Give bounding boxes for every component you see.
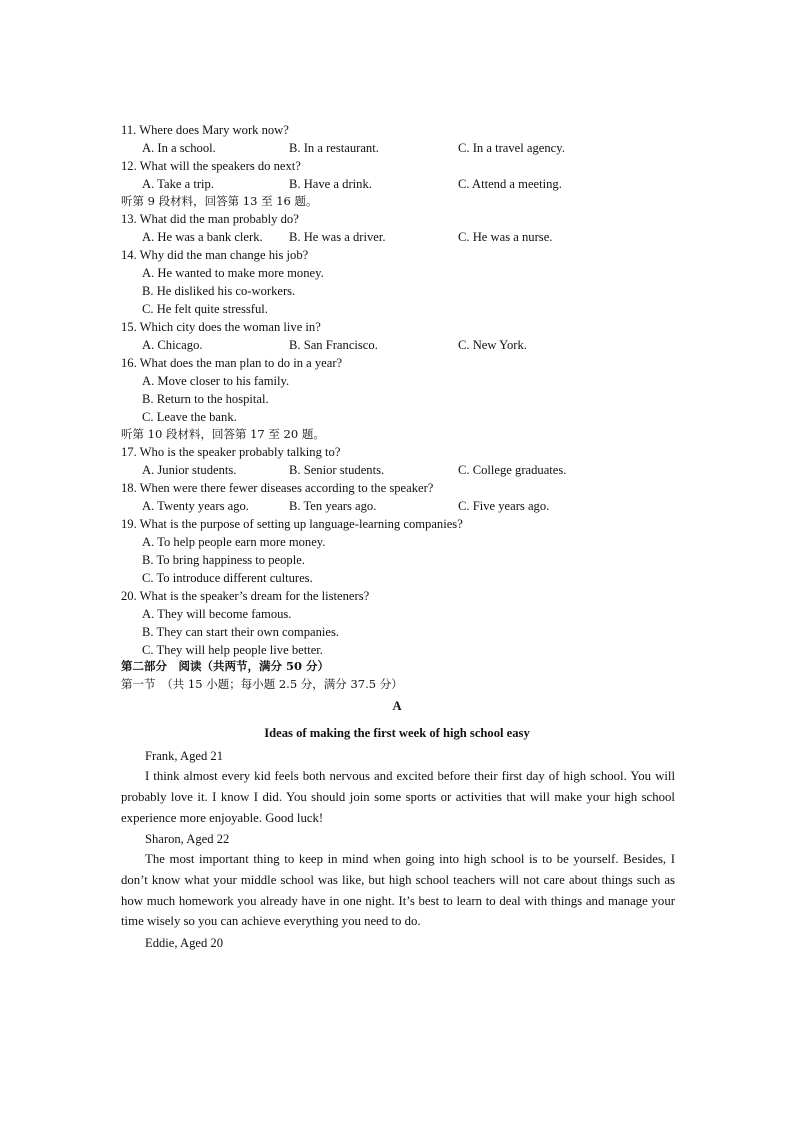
question-12-stem: 12. What will the speakers do next? <box>121 159 301 173</box>
question-20-option-b: B. They can start their own companies. <box>142 625 340 639</box>
question-17-option-a: A. Junior students. <box>142 463 237 477</box>
question-11-option-b: B. In a restaurant. <box>289 141 379 155</box>
question-14-option-b: B. He disliked his co-workers. <box>142 284 296 298</box>
passage-label: A <box>392 699 402 713</box>
section-one-heading: 第一节 （共 15 小题；每小题 2.5 分，满分 37.5 分） <box>121 677 403 691</box>
question-20-stem: 20. What is the speaker’s dream for the listeners? <box>121 589 370 603</box>
question-16-option-c: C. Leave the bank. <box>142 410 237 424</box>
question-12-option-a: A. Take a trip. <box>142 177 214 191</box>
passage-title: Ideas of making the first week of high school easy <box>264 726 530 740</box>
question-15-option-b: B. San Francisco. <box>289 338 378 352</box>
question-13-option-b: B. He was a driver. <box>289 230 386 244</box>
question-12-option-c: C. Attend a meeting. <box>458 177 562 191</box>
question-11-stem: 11. Where does Mary work now? <box>121 123 289 137</box>
question-13-option-a: A. He was a bank clerk. <box>142 230 263 244</box>
question-19-stem: 19. What is the purpose of setting up language-learning companies? <box>121 517 463 531</box>
part-two-heading: 第二部分 阅读（共两节，满分 50 分） <box>121 659 330 673</box>
author-eddie: Eddie, Aged 20 <box>145 936 223 950</box>
question-18-stem: 18. When were there fewer diseases according to the speaker? <box>121 481 434 495</box>
question-19-option-a: A. To help people earn more money. <box>142 535 326 549</box>
question-15-option-a: A. Chicago. <box>142 338 203 352</box>
author-sharon: Sharon, Aged 22 <box>145 832 230 846</box>
question-20-option-a: A. They will become famous. <box>142 607 292 621</box>
paragraph-frank: I think almost every kid feels both nervous and excited before their first day of high school. You will probably love it. I know I did. You should join some sports or activities that will make your high school experience more enjoyable. Good luck! <box>121 769 675 825</box>
question-18-option-b: B. Ten years ago. <box>289 499 377 513</box>
question-19-option-c: C. To introduce different cultures. <box>142 571 313 585</box>
question-11-option-a: A. In a school. <box>142 141 216 155</box>
question-17-option-b: B. Senior students. <box>289 463 385 477</box>
question-16-option-a: A. Move closer to his family. <box>142 374 290 388</box>
question-14-option-a: A. He wanted to make more money. <box>142 266 324 280</box>
segment-9-instruction: 听第 9 段材料，回答第 13 至 16 题。 <box>121 194 318 208</box>
question-15-stem: 15. Which city does the woman live in? <box>121 320 321 334</box>
question-13-stem: 13. What did the man probably do? <box>121 212 299 226</box>
question-11-option-c: C. In a travel agency. <box>458 141 565 155</box>
paragraph-sharon: The most important thing to keep in mind when going into high school is to be yourself. Besides, I don’t know what your middle school was like, but high school teachers will not care about things such as how much homework you already have in one night. It’s best to learn to deal with things and manage your time wisely so you can achieve everything you need to do. <box>121 852 675 929</box>
question-16-option-b: B. Return to the hospital. <box>142 392 269 406</box>
question-19-option-b: B. To bring happiness to people. <box>142 553 305 567</box>
question-17-stem: 17. Who is the speaker probably talking to? <box>121 445 341 459</box>
question-12-option-b: B. Have a drink. <box>289 177 372 191</box>
author-frank: Frank, Aged 21 <box>145 749 224 763</box>
question-15-option-c: C. New York. <box>458 338 527 352</box>
question-14-stem: 14. Why did the man change his job? <box>121 248 309 262</box>
question-14-option-c: C. He felt quite stressful. <box>142 302 268 316</box>
question-16-stem: 16. What does the man plan to do in a year? <box>121 356 343 370</box>
question-18-option-c: C. Five years ago. <box>458 499 550 513</box>
question-13-option-c: C. He was a nurse. <box>458 230 553 244</box>
question-20-option-c: C. They will help people live better. <box>142 643 323 657</box>
question-17-option-c: C. College graduates. <box>458 463 567 477</box>
segment-10-instruction: 听第 10 段材料，回答第 17 至 20 题。 <box>121 427 325 441</box>
question-18-option-a: A. Twenty years ago. <box>142 499 249 513</box>
